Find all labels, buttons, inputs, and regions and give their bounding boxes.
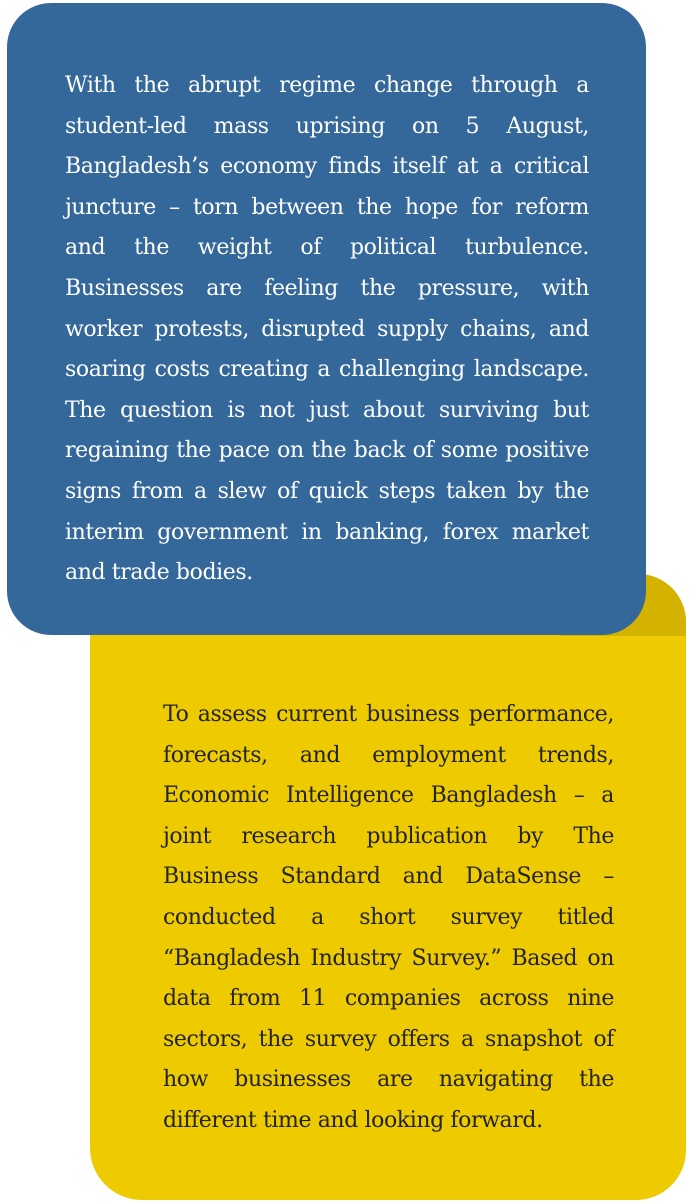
intro-paragraph: With the abrupt regime change through a student-led mass uprising on 5 August, Bangladesh’s economy finds itself at a critical juncture – torn between the hope for reform and the weight of political turbulence. Businesses are feeling the pressure, with worker protests, disrupted supply chains, and soaring costs creating a challenging landscape. The question is not just about surviving but regaining the pace on the back of some positive signs from a slew of quick steps taken by the interim government in banking, forex market and trade bodies.	[65, 73, 589, 586]
survey-paragraph: To assess current business performance, forecasts, and employment trends, Economic Intelligence Bangladesh – a joint research publication by The Business Standard and DataSense – conducted a short survey titled “Bangladesh Industry Survey.” Based on data from 11 companies across nine sectors, the survey offers a snapshot of how businesses are navigating the different time and looking forward.	[163, 702, 614, 1133]
